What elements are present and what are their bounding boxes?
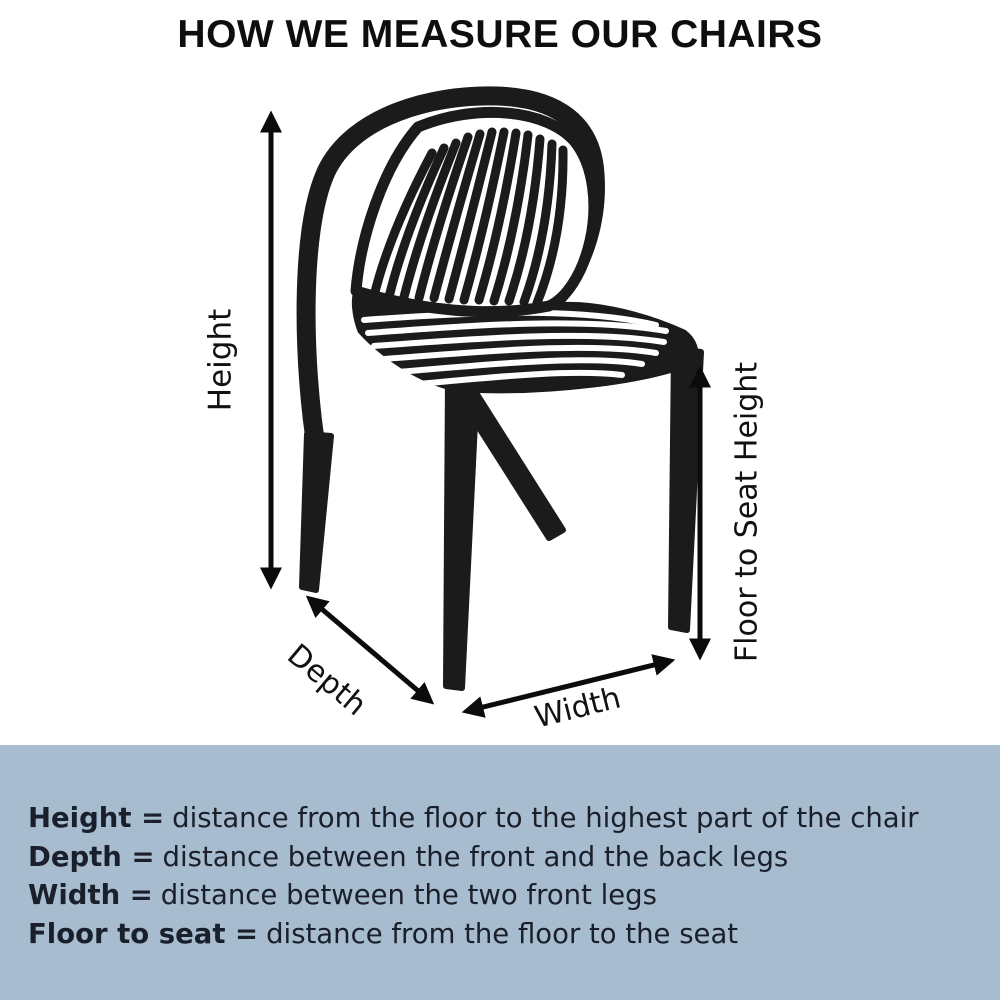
- chair-back-left-leg: [302, 434, 331, 590]
- legend-term: Floor to seat =: [28, 917, 259, 950]
- legend-item-height: [28, 799, 980, 838]
- legend-definition: distance between the two front legs: [160, 879, 657, 912]
- legend-item-depth: [28, 838, 980, 877]
- chair-front-left-leg: [446, 378, 477, 688]
- height-label: Height: [202, 308, 239, 412]
- floor-to-seat-label: Floor to Seat Height: [729, 361, 765, 663]
- legend-definition: distance between the front and the back legs: [162, 840, 789, 873]
- width-label: Width: [531, 680, 625, 736]
- page-title: HOW WE MEASURE OUR CHAIRS: [177, 13, 823, 56]
- legend-definition: distance from the floor to the seat: [266, 917, 739, 950]
- chair-illustration: [302, 96, 701, 688]
- depth-label: Depth: [280, 637, 373, 724]
- legend-term: Depth =: [28, 840, 155, 873]
- legend-panel: [0, 745, 1000, 1000]
- chair-front-right-leg: [671, 348, 701, 630]
- legend-item-width: [28, 876, 980, 915]
- legend-term: Height =: [28, 802, 165, 834]
- legend-term: Width =: [28, 879, 153, 912]
- legend-item-floor-to-seat: [28, 915, 980, 954]
- legend-definition: distance from the floor to the highest part of the chair: [172, 802, 919, 834]
